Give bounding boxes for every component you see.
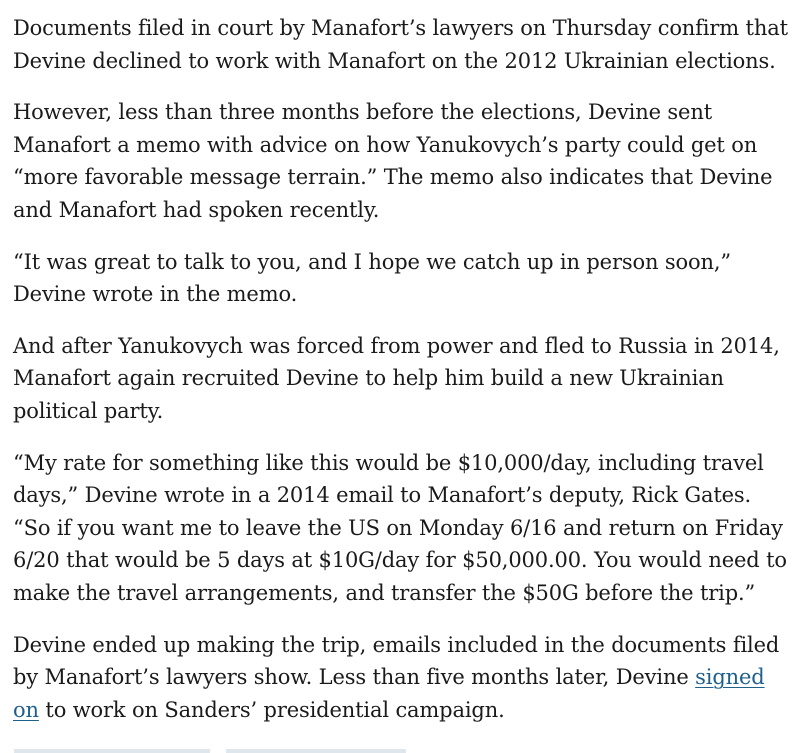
paragraph-6-text-before: Devine ended up making the trip, emails included in the documents filed by Manafort’s lawyers show. Less than five months later, Devine — [13, 632, 780, 690]
signed-on-link[interactable]: signed on — [13, 665, 765, 722]
share-button-partial[interactable] — [14, 749, 210, 753]
paragraph-5: “My rate for something like this would be $10,000/day, including travel days,” Devine wrote in a 2014 email to Manafort’s deputy, Rick Gates. “So if you want me to leave the US on Monday 6/16 and return on Friday 6/20 that would be 5 days at $10G/day for $50,000.00. You would need to make the travel arrangements, and transfer the $50G before the trip.” — [13, 450, 787, 605]
bottom-buttons-strip — [0, 747, 800, 753]
paragraph-6-text-after: to work on Sanders’ presidential campaign. — [38, 697, 505, 722]
comment-button-partial[interactable] — [226, 749, 406, 753]
paragraph-6 — [13, 629, 793, 727]
paragraph-1: Documents filed in court by Manafort’s lawyers on Thursday confirm that Devine declined to work with Manafort on the 2012 Ukrainian elections. — [13, 16, 788, 73]
paragraph-3: “It was great to talk to you, and I hope we catch up in person soon,” Devine wrote in the memo. — [13, 249, 731, 307]
paragraph-4: And after Yanukovych was forced from power and fled to Russia in 2014, Manafort again recruited Devine to help him build a new Ukrainian political party. — [13, 333, 780, 423]
article-body — [13, 12, 793, 745]
paragraph-2: However, less than three months before the elections, Devine sent Manafort a memo with advice on how Yanukovych’s party could get on “more favorable message terrain.” The memo also indicates that Devine and Manafort had spoken recently. — [13, 100, 773, 222]
